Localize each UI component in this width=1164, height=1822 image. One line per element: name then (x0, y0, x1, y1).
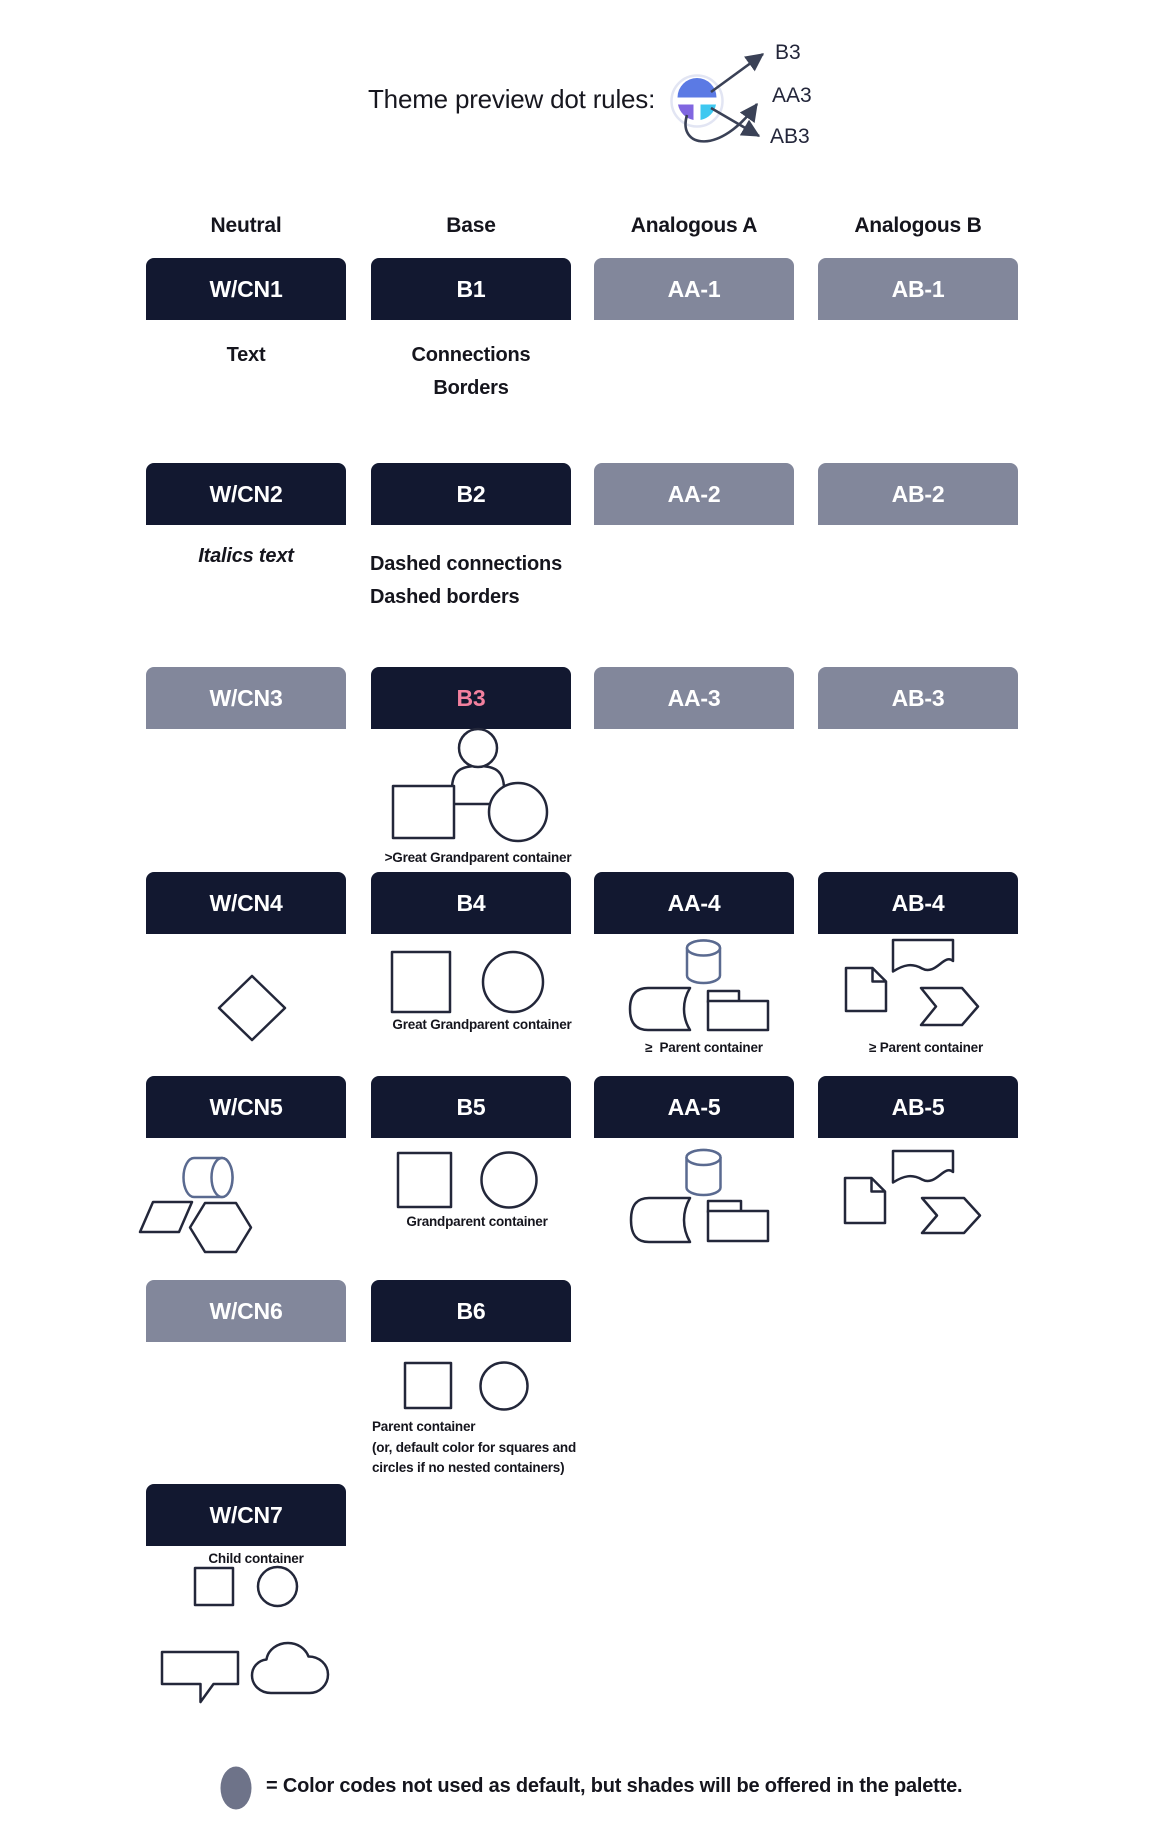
stored-data-icon (631, 1198, 690, 1242)
wcn4-diamond-shape (219, 976, 285, 1040)
wcn5-shape-cluster (140, 1158, 251, 1252)
caption-italics-text: Italics text (198, 545, 294, 567)
swatch-aa3: AA-3 (594, 667, 794, 729)
hexagon-shape (190, 1203, 251, 1252)
caption-b6-line1: Parent container (372, 1419, 476, 1434)
caption-b4-shapes: Great Grandparent container (392, 1017, 572, 1032)
swatch-aa2: AA-2 (594, 463, 794, 525)
cylinder-top-icon (687, 941, 720, 956)
swatch-aa4: AA-4 (594, 872, 794, 934)
aa5-shape-cluster (631, 1150, 768, 1242)
caption-aa4-shapes: ≥ Parent container (645, 1040, 763, 1055)
b6-shape-cluster (405, 1363, 528, 1410)
caption-b6-line3: circles if no nested containers) (372, 1460, 565, 1475)
caption-borders: Borders (433, 377, 509, 399)
b3-shape-cluster (393, 729, 547, 841)
swatch-wcn2: W/CN2 (146, 463, 346, 525)
dot-rule-label-aa3: AA3 (772, 84, 812, 107)
swatch-wcn7: W/CN7 (146, 1484, 346, 1546)
caption-connections: Connections (411, 344, 531, 366)
swatch-wcn6: W/CN6 (146, 1280, 346, 1342)
b4-square-shape (392, 952, 450, 1012)
b5-square-shape (398, 1153, 451, 1207)
arrow-to-b3 (711, 54, 763, 92)
b3-square-shape (393, 786, 454, 838)
aa4-shape-cluster (630, 941, 768, 1031)
ab5-shape-cluster (845, 1151, 980, 1233)
dot-rule-label-ab3: AB3 (770, 125, 810, 148)
b6-circle-shape (481, 1363, 528, 1410)
b4-circle-shape (483, 952, 543, 1012)
legend-text: = Color codes not used as default, but shades will be offered in the palette. (266, 1775, 963, 1797)
swatch-wcn3: W/CN3 (146, 667, 346, 729)
chevron-icon (922, 1198, 980, 1233)
chevron-icon (921, 988, 978, 1025)
person-head-icon (459, 729, 497, 767)
swatch-b3: B3 (371, 667, 571, 729)
caption-b6-line2: (or, default color for squares and (372, 1440, 576, 1455)
theme-preview-dot-icon (672, 76, 723, 127)
b5-shape-cluster (398, 1153, 537, 1208)
caption-b3-shapes: >Great Grandparent container (384, 850, 572, 865)
document-icon (846, 968, 886, 1011)
cloud-icon (252, 1643, 328, 1693)
wavy-card-icon (893, 1151, 953, 1183)
swatch-b6: B6 (371, 1280, 571, 1342)
caption-child-container: Child container (208, 1551, 304, 1566)
swatch-wcn5: W/CN5 (146, 1076, 346, 1138)
b5-circle-shape (482, 1153, 537, 1208)
swatch-ab5: AB-5 (818, 1076, 1018, 1138)
parallelogram-shape (140, 1202, 192, 1232)
b4-shape-cluster (392, 952, 543, 1012)
swatch-ab3: AB-3 (818, 667, 1018, 729)
legend-dot (221, 1767, 252, 1810)
cylinder-top-icon (687, 1150, 721, 1165)
b6-square-shape (405, 1363, 451, 1408)
swatch-b2: B2 (371, 463, 571, 525)
document-icon (845, 1178, 885, 1223)
swatch-b5: B5 (371, 1076, 571, 1138)
wcn7-circle-shape (258, 1567, 297, 1606)
ab4-shape-cluster (846, 940, 978, 1025)
column-header-base: Base (446, 214, 496, 237)
wcn7-shape-cluster (162, 1567, 328, 1702)
page-title: Theme preview dot rules: (368, 84, 656, 114)
folder-icon (708, 1001, 768, 1030)
swatch-aa1: AA-1 (594, 258, 794, 320)
dot-rule-label-b3: B3 (775, 41, 801, 64)
caption-ab4-shapes: ≥ Parent container (868, 1040, 984, 1055)
horizontal-cylinder-cap-icon (212, 1158, 233, 1197)
folder-icon (708, 1211, 768, 1241)
wcn7-square-shape (195, 1568, 233, 1605)
column-header-analogous-a: Analogous A (630, 214, 758, 237)
stored-data-icon (630, 988, 690, 1030)
swatch-wcn1: W/CN1 (146, 258, 346, 320)
caption-dashed-connections: Dashed connections (370, 553, 562, 575)
caption-b5-shapes: Grandparent container (406, 1214, 548, 1229)
swatch-ab2: AB-2 (818, 463, 1018, 525)
swatch-b4: B4 (371, 872, 571, 934)
wavy-card-icon (893, 940, 953, 972)
caption-text: Text (226, 344, 266, 366)
speech-bubble-icon (162, 1652, 238, 1702)
column-header-analogous-b: Analogous B (854, 214, 982, 237)
b3-circle-shape (489, 783, 547, 841)
column-header-neutral: Neutral (210, 214, 282, 237)
caption-dashed-borders: Dashed borders (370, 586, 520, 608)
swatch-ab1: AB-1 (818, 258, 1018, 320)
swatch-ab4: AB-4 (818, 872, 1018, 934)
swatch-wcn4: W/CN4 (146, 872, 346, 934)
swatch-b1: B1 (371, 258, 571, 320)
swatch-aa5: AA-5 (594, 1076, 794, 1138)
